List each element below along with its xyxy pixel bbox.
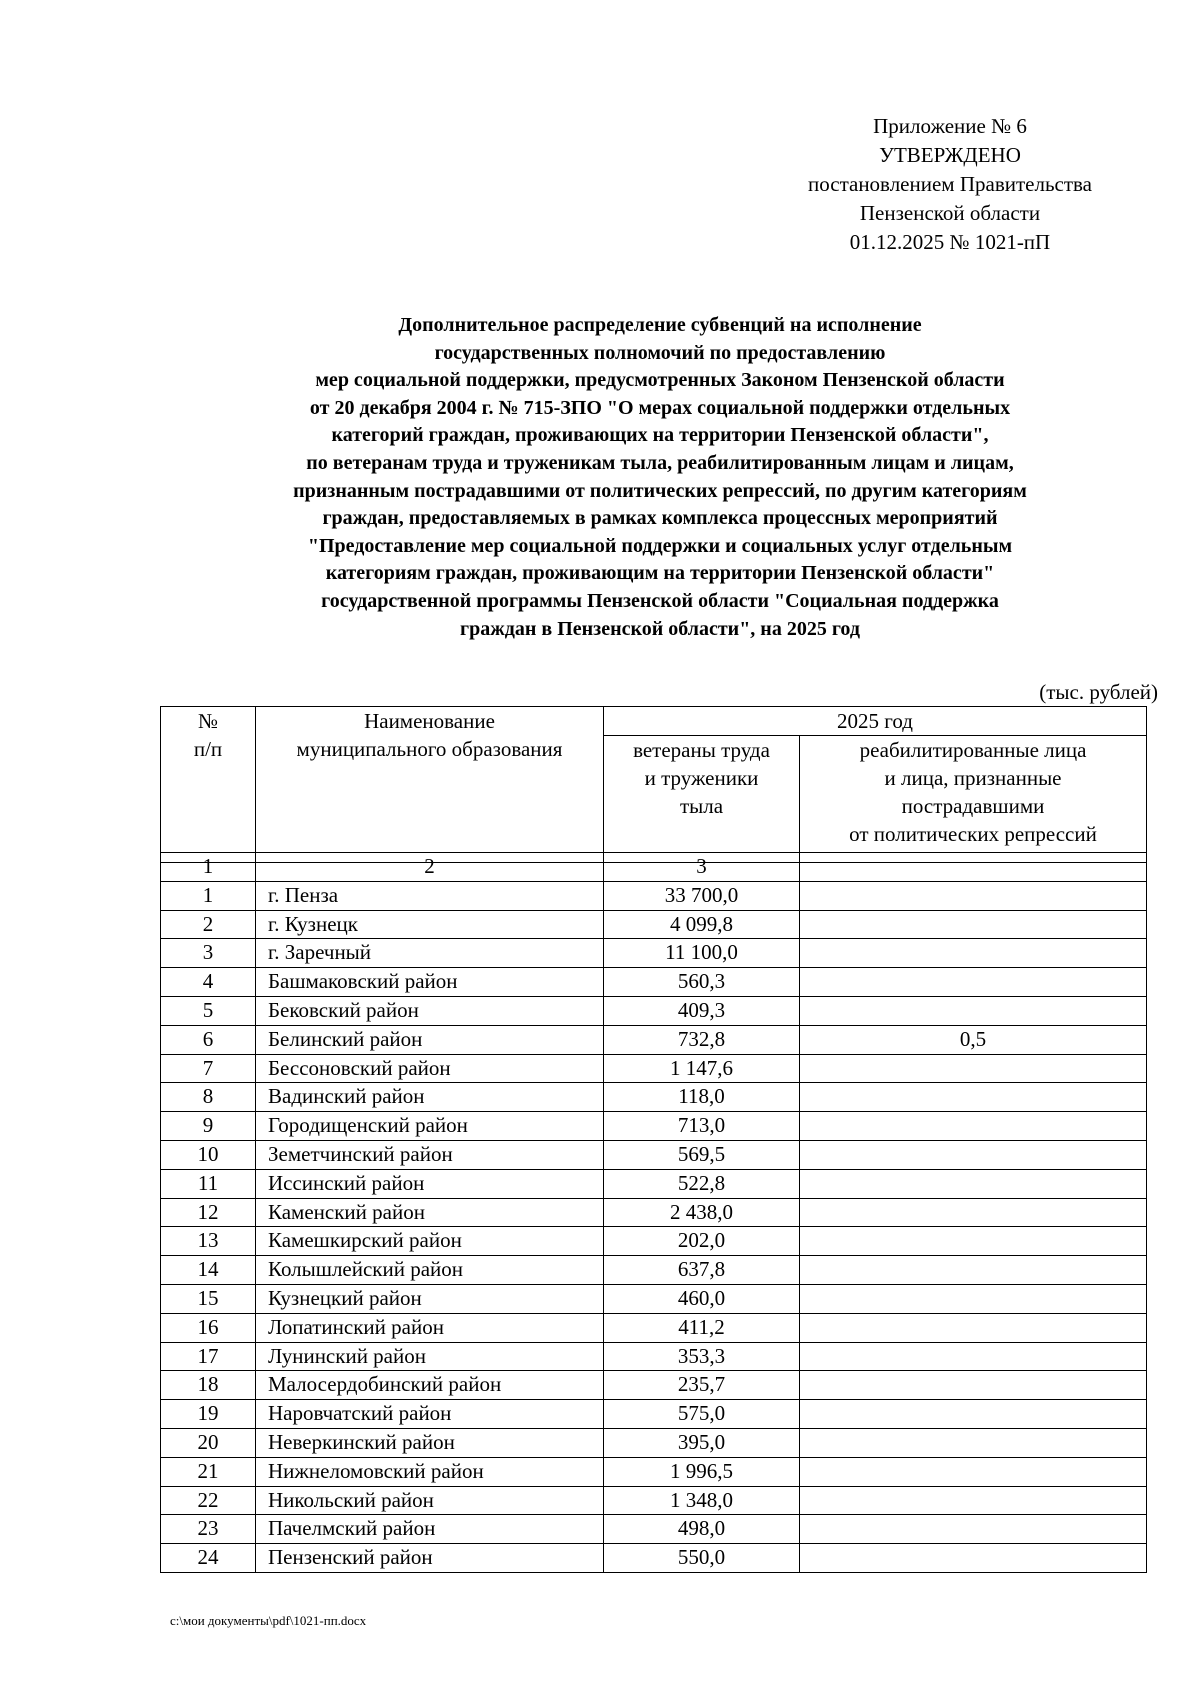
municipality-name: Пензенский район [256, 1544, 604, 1573]
table-row [161, 881, 1147, 910]
title-line: от 20 декабря 2004 г. № 715-ЗПО "О мерах социальной поддержки отдельных [309, 396, 1011, 419]
row-number: 22 [161, 1486, 256, 1515]
rehab-amount [800, 1083, 1147, 1112]
approval-line: Приложение № 6 [873, 114, 1027, 138]
table-row [161, 1371, 1147, 1400]
rehab-amount [800, 1400, 1147, 1429]
title-line: по ветеранам труда и труженикам тыла, реабилитированным лицам и лицам, [306, 451, 1014, 474]
row-number: 11 [161, 1169, 256, 1198]
row-number: 5 [161, 996, 256, 1025]
rehab-amount [800, 1054, 1147, 1083]
header-name [256, 707, 604, 863]
municipality-name: Пачелмский район [256, 1515, 604, 1544]
column-numbers-row [161, 853, 1147, 882]
rehab-amount [800, 1457, 1147, 1486]
approval-line: постановлением Правительства [807, 172, 1092, 196]
table-row [161, 1342, 1147, 1371]
table-row [161, 1227, 1147, 1256]
rehab-amount [800, 1198, 1147, 1227]
row-number: 2 [161, 910, 256, 939]
veterans-amount: 202,0 [604, 1227, 800, 1256]
title-line: государственных полномочий по предоставлению [434, 341, 886, 364]
header-num [161, 707, 256, 863]
municipality-name: Городищенский район [256, 1112, 604, 1141]
row-number: 1 [161, 881, 256, 910]
header-rehab-line: от политических репрессий [849, 822, 1097, 846]
rehab-amount [800, 1227, 1147, 1256]
units-label: (тыс. рублей) [1039, 680, 1158, 704]
veterans-amount: 522,8 [604, 1169, 800, 1198]
rehab-amount [800, 1342, 1147, 1371]
table-row [161, 1486, 1147, 1515]
rehab-amount [800, 1428, 1147, 1457]
table-row [161, 1112, 1147, 1141]
table-row [161, 1256, 1147, 1285]
table-row [161, 1169, 1147, 1198]
header-veterans-line: ветераны труда [633, 738, 770, 762]
title-line: категориям граждан, проживающим на территории Пензенской области" [325, 562, 995, 585]
row-number: 19 [161, 1400, 256, 1429]
title-line: мер социальной поддержки, предусмотренных Законом Пензенской области [315, 369, 1005, 392]
municipality-name: г. Пенза [256, 881, 604, 910]
title-line: граждан в Пензенской области", на 2025 год [460, 617, 860, 640]
veterans-amount: 11 100,0 [604, 939, 800, 968]
veterans-amount: 498,0 [604, 1515, 800, 1544]
municipality-name: Белинский район [256, 1025, 604, 1054]
municipality-name: Никольский район [256, 1486, 604, 1515]
table-row [161, 1025, 1147, 1054]
row-number: 14 [161, 1256, 256, 1285]
approval-line: 01.12.2025 № 1021-пП [849, 230, 1051, 254]
column-number: 1 [161, 853, 256, 882]
veterans-amount: 637,8 [604, 1256, 800, 1285]
row-number: 6 [161, 1025, 256, 1054]
table-row [161, 1400, 1147, 1429]
title-line: граждан, предоставляемых в рамках комплекса процессных мероприятий [322, 507, 998, 530]
municipality-name: Земетчинский район [256, 1140, 604, 1169]
municipality-name: Лопатинский район [256, 1313, 604, 1342]
table-body [161, 853, 1147, 1573]
row-number: 23 [161, 1515, 256, 1544]
column-number: 3 [604, 853, 800, 882]
rehab-amount [800, 1371, 1147, 1400]
rehab-amount [800, 881, 1147, 910]
row-number: 12 [161, 1198, 256, 1227]
header-veterans-line: и труженики [644, 766, 759, 790]
header-num-line: п/п [193, 737, 223, 761]
header-num-line: № [197, 709, 219, 733]
header-name-line: Наименование [364, 709, 495, 733]
rehab-amount: 0,5 [800, 1025, 1147, 1054]
row-number: 18 [161, 1371, 256, 1400]
row-number: 15 [161, 1284, 256, 1313]
rehab-amount [800, 1544, 1147, 1573]
veterans-amount: 411,2 [604, 1313, 800, 1342]
row-number: 20 [161, 1428, 256, 1457]
row-number: 4 [161, 968, 256, 997]
table-row [161, 1313, 1147, 1342]
title-line: категорий граждан, проживающих на территории Пензенской области", [331, 424, 989, 447]
municipality-name: Колышлейский район [256, 1256, 604, 1285]
rehab-amount [800, 1140, 1147, 1169]
row-number: 7 [161, 1054, 256, 1083]
municipality-name: Лунинский район [256, 1342, 604, 1371]
row-number: 8 [161, 1083, 256, 1112]
table-header [160, 706, 1147, 863]
header-rehab [800, 736, 1147, 863]
veterans-amount: 569,5 [604, 1140, 800, 1169]
municipality-name: Башмаковский район [256, 968, 604, 997]
header-rehab-line: пострадавшими [901, 794, 1045, 818]
table-row [161, 1083, 1147, 1112]
rehab-amount [800, 1169, 1147, 1198]
row-number: 24 [161, 1544, 256, 1573]
veterans-amount: 1 348,0 [604, 1486, 800, 1515]
municipality-name: Кузнецкий район [256, 1284, 604, 1313]
rehab-amount [800, 968, 1147, 997]
veterans-amount: 460,0 [604, 1284, 800, 1313]
rehab-amount [800, 1256, 1147, 1285]
veterans-amount: 1 996,5 [604, 1457, 800, 1486]
veterans-amount: 1 147,6 [604, 1054, 800, 1083]
data-table [160, 852, 1147, 1573]
header-name-line: муниципального образования [296, 737, 563, 761]
table-row [161, 1140, 1147, 1169]
table-row [161, 910, 1147, 939]
row-number: 3 [161, 939, 256, 968]
header-rehab-line: и лица, признанные [884, 766, 1062, 790]
veterans-amount: 550,0 [604, 1544, 800, 1573]
veterans-amount: 713,0 [604, 1112, 800, 1141]
file-path-footer: c:\мои документы\pdf\1021-пп.docx [170, 1613, 367, 1628]
municipality-name: Наровчатский район [256, 1400, 604, 1429]
rehab-amount [800, 1486, 1147, 1515]
approval-line: Пензенской области [859, 201, 1041, 225]
header-row-1 [161, 707, 1147, 736]
veterans-amount: 575,0 [604, 1400, 800, 1429]
municipality-name: Иссинский район [256, 1169, 604, 1198]
table-row [161, 1428, 1147, 1457]
column-number: 2 [256, 853, 604, 882]
title-line: признанным пострадавшими от политических репрессий, по другим категориям [293, 479, 1027, 502]
table-row [161, 1284, 1147, 1313]
municipality-name: Камешкирский район [256, 1227, 604, 1256]
header-rehab-line: реабилитированные лица [859, 738, 1087, 762]
table-row [161, 1198, 1147, 1227]
table-row [161, 1544, 1147, 1573]
title-line: государственной программы Пензенской области "Социальная поддержка [321, 589, 999, 612]
veterans-amount: 118,0 [604, 1083, 800, 1112]
municipality-name: Нижнеломовский район [256, 1457, 604, 1486]
rehab-amount [800, 996, 1147, 1025]
title-line: "Предоставление мер социальной поддержки и социальных услуг отдельным [307, 534, 1013, 557]
header-veterans [604, 736, 800, 863]
row-number: 16 [161, 1313, 256, 1342]
rehab-amount [800, 1515, 1147, 1544]
row-number: 13 [161, 1227, 256, 1256]
column-number [800, 853, 1147, 882]
header-veterans-line: тыла [679, 794, 724, 818]
municipality-name: Бековский район [256, 996, 604, 1025]
table-row [161, 1515, 1147, 1544]
municipality-name: г. Кузнецк [256, 910, 604, 939]
veterans-amount: 409,3 [604, 996, 800, 1025]
rehab-amount [800, 1284, 1147, 1313]
document-title [160, 312, 1160, 643]
veterans-amount: 353,3 [604, 1342, 800, 1371]
rehab-amount [800, 1112, 1147, 1141]
table-row [161, 968, 1147, 997]
veterans-amount: 33 700,0 [604, 881, 800, 910]
title-line: Дополнительное распределение субвенций на исполнение [398, 314, 922, 336]
rehab-amount [800, 1313, 1147, 1342]
municipality-name: Бессоновский район [256, 1054, 604, 1083]
approval-line: УТВЕРЖДЕНО [879, 143, 1021, 167]
municipality-name: Неверкинский район [256, 1428, 604, 1457]
row-number: 10 [161, 1140, 256, 1169]
veterans-amount: 4 099,8 [604, 910, 800, 939]
veterans-amount: 732,8 [604, 1025, 800, 1054]
row-number: 9 [161, 1112, 256, 1141]
veterans-amount: 2 438,0 [604, 1198, 800, 1227]
veterans-amount: 560,3 [604, 968, 800, 997]
row-number: 17 [161, 1342, 256, 1371]
header-year: 2025 год [604, 707, 1147, 736]
municipality-name: Каменский район [256, 1198, 604, 1227]
veterans-amount: 235,7 [604, 1371, 800, 1400]
municipality-name: Малосердобинский район [256, 1371, 604, 1400]
table-row [161, 1457, 1147, 1486]
table-row [161, 939, 1147, 968]
rehab-amount [800, 939, 1147, 968]
approval-block [760, 112, 1140, 257]
row-number: 21 [161, 1457, 256, 1486]
veterans-amount: 395,0 [604, 1428, 800, 1457]
municipality-name: Вадинский район [256, 1083, 604, 1112]
municipality-name: г. Заречный [256, 939, 604, 968]
rehab-amount [800, 910, 1147, 939]
table-row [161, 1054, 1147, 1083]
table-row [161, 996, 1147, 1025]
